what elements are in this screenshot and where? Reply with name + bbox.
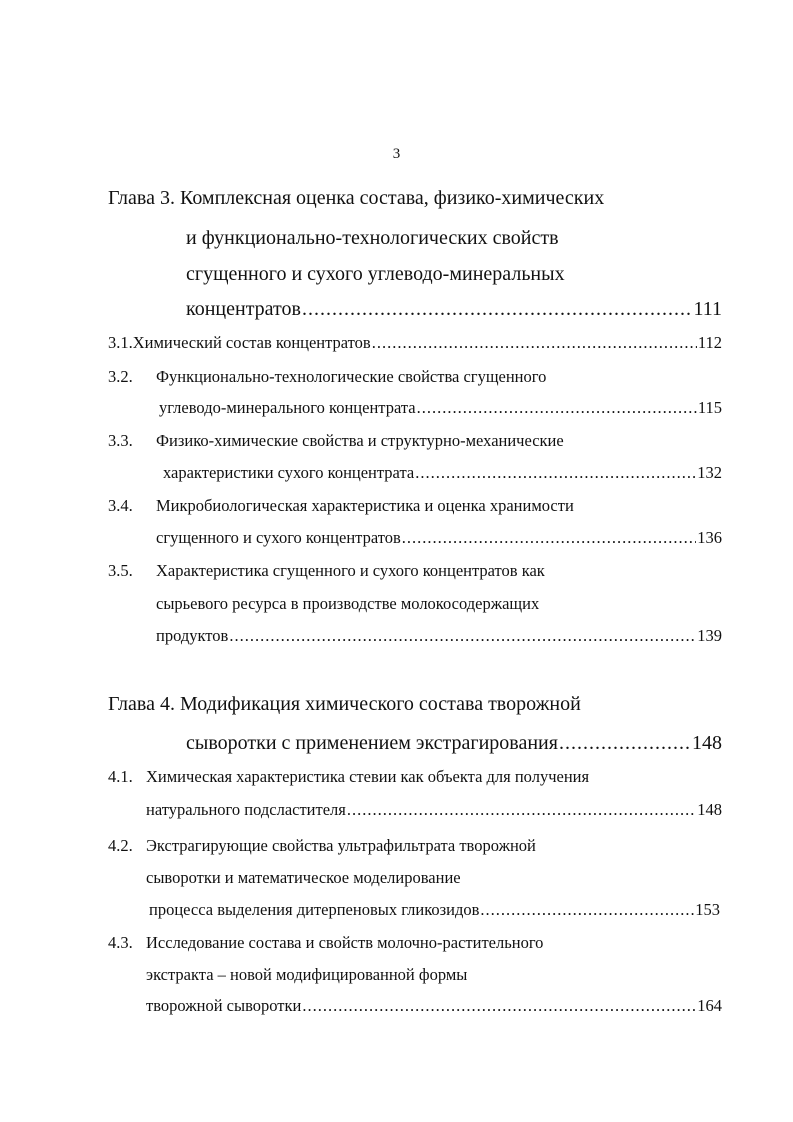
section-title-line-1: Исследование состава и свойств молочно-растительного <box>146 933 544 952</box>
section-title-line-1: Характеристика сгущенного и сухого концентратов как <box>156 561 545 580</box>
dot-leader <box>347 800 696 820</box>
section-page: 164 <box>697 996 722 1015</box>
chapter-4-page: 148 <box>692 732 722 754</box>
dot-leader <box>559 731 691 755</box>
section-title-line-2: углеводо-минерального концентрата <box>159 398 416 417</box>
page-number: 3 <box>392 146 401 162</box>
dot-leader <box>229 626 696 646</box>
section-title-line-2: сгущенного и сухого концентратов <box>156 528 401 547</box>
chapter-4-title-line-1: Глава 4. Модификация химического состава творожной <box>108 693 581 715</box>
section-title-line-2: натурального подсластителя <box>146 800 346 819</box>
toc-entry-4-1 <box>108 767 589 787</box>
toc-entry-4-3 <box>108 933 543 953</box>
toc-entry-3-5-cont-2 <box>156 626 722 646</box>
chapter-3-page: 111 <box>693 298 722 320</box>
dot-leader <box>415 463 696 483</box>
chapter-4-title-text: сыворотки с применением экстрагирования <box>186 732 558 754</box>
toc-entry-3-5 <box>108 561 545 581</box>
toc-entry-4-2-cont <box>146 868 461 888</box>
chapter-4-title-line-2 <box>186 731 722 755</box>
section-title-line-3: продуктов <box>156 626 229 645</box>
section-title-line-2: экстракта – новой модифицированной формы <box>146 965 468 984</box>
chapter-3-title-text: концентратов <box>186 298 301 320</box>
section-number: 4.1. <box>108 767 133 786</box>
section-page: 112 <box>697 333 722 352</box>
toc-entry-3-1 <box>108 333 722 353</box>
section-number: 3.5. <box>108 561 133 580</box>
section-title-line-1: Микробиологическая характеристика и оценка хранимости <box>156 496 574 515</box>
dot-leader <box>302 996 696 1016</box>
section-title-line-1: Химическая характеристика стевии как объекта для получения <box>146 767 590 786</box>
chapter-3-title-line-3: сгущенного и сухого углеводо-минеральных <box>186 263 565 285</box>
section-page: 136 <box>697 528 722 547</box>
toc-entry-3-3-cont <box>163 463 722 483</box>
chapter-3-title-line-4 <box>186 297 722 321</box>
toc-entry-4-2 <box>108 836 536 856</box>
toc-entry-3-4 <box>108 496 574 516</box>
section-number: 3.2. <box>108 367 133 386</box>
section-title-line-2: характеристики сухого концентрата <box>163 463 415 482</box>
section-page: 115 <box>697 398 722 417</box>
section-title-line-3: творожной сыворотки <box>146 996 302 1015</box>
toc-entry-3-4-cont <box>156 528 722 548</box>
section-number: 3.4. <box>108 496 133 515</box>
chapter-3-title-line-1: Глава 3. Комплексная оценка состава, физико-химических <box>108 187 605 209</box>
toc-entry-4-2-cont-2 <box>149 900 720 920</box>
toc-entry-4-1-cont <box>146 800 722 820</box>
toc-entry-3-3 <box>108 431 564 451</box>
dot-leader <box>302 297 693 321</box>
section-title-line-1: Экстрагирующие свойства ультрафильтрата творожной <box>146 836 536 855</box>
dot-leader <box>417 398 697 418</box>
section-title-line-1: Функционально-технологические свойства сгущенного <box>156 367 547 386</box>
section-page: 132 <box>697 463 722 482</box>
section-number: 3.1. <box>108 333 133 352</box>
section-number: 3.3. <box>108 431 133 450</box>
section-number: 4.2. <box>108 836 133 855</box>
section-title-line-2: сырьевого ресурса в производстве молокосодержащих <box>156 594 540 613</box>
toc-entry-3-2 <box>108 367 546 387</box>
section-title-line-1: Физико-химические свойства и структурно-механические <box>156 431 564 450</box>
dot-leader <box>480 900 694 920</box>
section-number: 4.3. <box>108 933 133 952</box>
toc-entry-4-3-cont-2 <box>146 996 722 1016</box>
chapter-3-title-line-2: и функционально-технологических свойств <box>186 227 559 249</box>
dot-leader <box>372 333 697 353</box>
section-page: 139 <box>697 626 722 645</box>
toc-entry-4-3-cont <box>146 965 467 985</box>
toc-entry-3-5-cont <box>156 594 539 614</box>
section-title-line-2: сыворотки и математическое моделирование <box>146 868 461 887</box>
toc-entry-3-2-cont <box>159 398 722 418</box>
section-title-line-3: процесса выделения дитерпеновых гликозидов <box>149 900 480 919</box>
section-page: 153 <box>695 900 720 919</box>
dot-leader <box>402 528 696 548</box>
section-title: Химический состав концентратов <box>132 333 371 352</box>
section-page: 148 <box>697 800 722 819</box>
